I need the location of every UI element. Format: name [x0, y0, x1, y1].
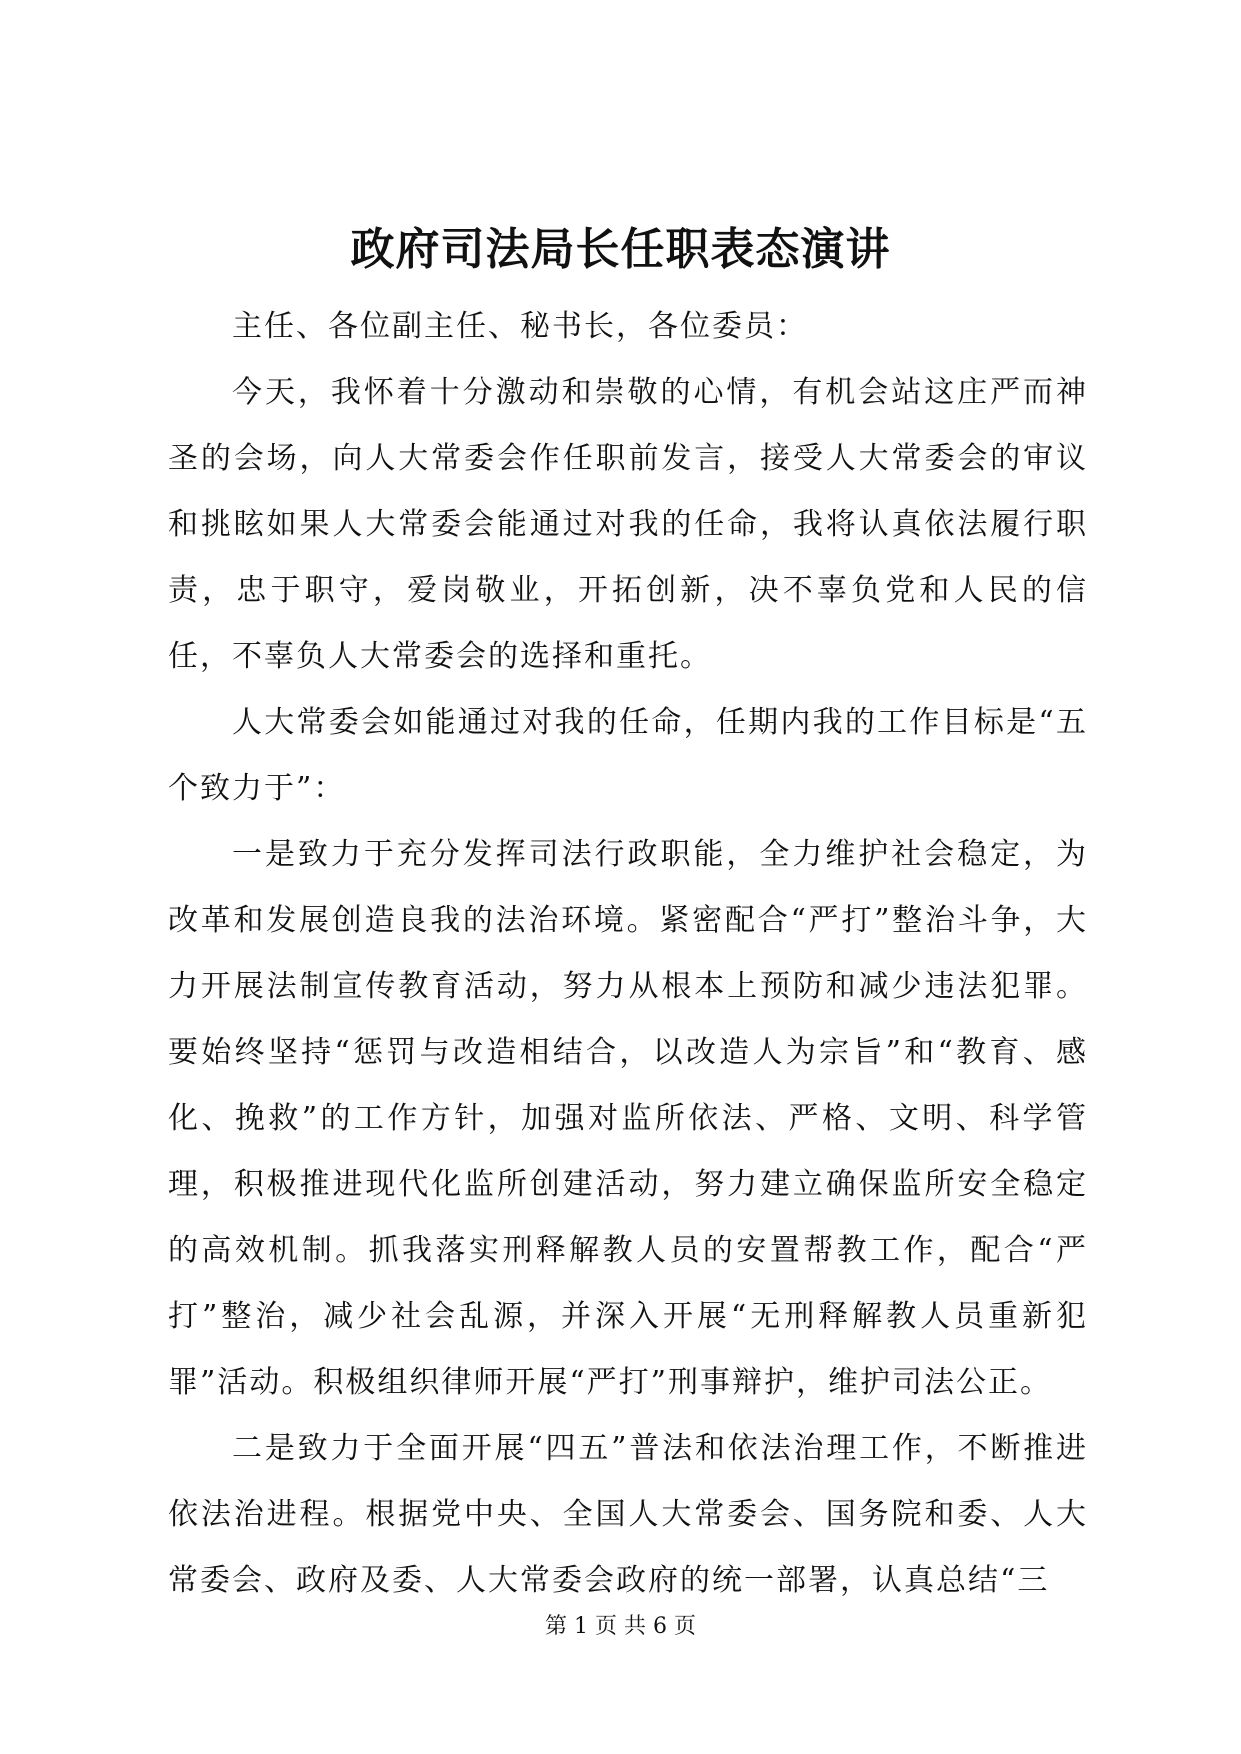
- goal-two-paragraph: 二是致力于全面开展“四五”普法和依法治理工作，不断推进依法治进程。根据党中央、全国人大常委会、国务院和委、人大常委会、政府及委、人大常委会政府的统一部署，认真总结“三: [168, 1431, 1088, 1598]
- goal-one-paragraph: 一是致力于充分发挥司法行政职能，全力维护社会稳定，为改革和发展创造良我的法治环境。紧密配合“严打”整治斗争，大力开展法制宣传教育活动，努力从根本上预防和减少违法犯罪。要始终坚持“惩罚与改造相结合，以改造人为宗旨”和“教育、感化、挽救”的工作方针，加强对监所依法、严格、文明、科学管理，积极推进现代化监所创建活动，努力建立确保监所安全稳定的高效机制。抓我落实刑释解教人员的安置帮教工作，配合“严打”整治，减少社会乱源，并深入开展“无刑释解教人员重新犯罪”活动。积极组织律师开展“严打”刑事辩护，维护司法公正。: [168, 837, 1088, 1400]
- goals-intro-paragraph: 人大常委会如能通过对我的任命，任期内我的工作目标是“五个致力于”：: [168, 705, 1088, 806]
- opening-paragraph: 今天，我怀着十分激动和崇敬的心情，有机会站这庄严而神圣的会场，向人大常委会作任职前发言，接受人大常委会的审议和挑眩如果人大常委会能通过对我的任命，我将认真依法履行职责，忠于职守，爱岗敬业，开拓创新，决不辜负党和人民的信任，不辜负人大常委会的选择和重托。: [168, 375, 1088, 674]
- document-title: 政府司法局长任职表态演讲: [350, 224, 891, 275]
- document-body: [168, 294, 1088, 1614]
- salutation-paragraph: 主任、各位副主任、秘书长，各位委员：: [232, 309, 808, 344]
- page-number-footer: 第 1 页 共 6 页: [545, 1614, 696, 1639]
